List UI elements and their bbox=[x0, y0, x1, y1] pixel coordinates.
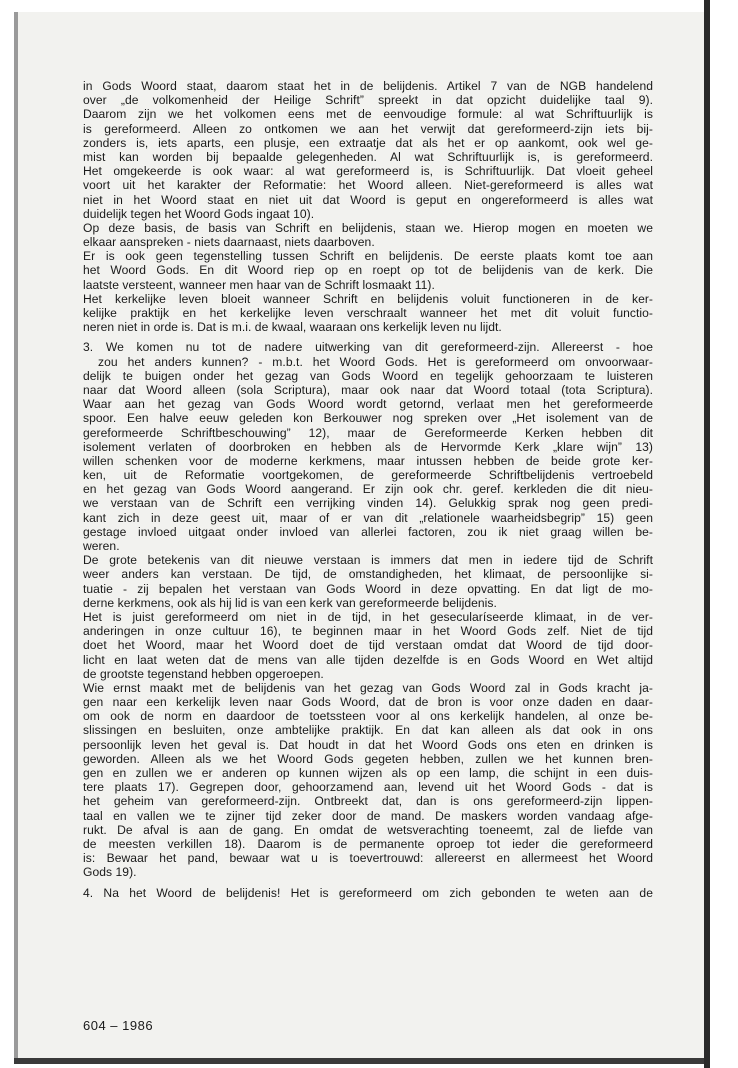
text-line: ken, uit de Reformatie voortgekomen, de gereformeerde Schriftbelijdenis vertroebeld bbox=[83, 468, 653, 483]
text-line: elkaar aanspreken - niets daarnaast, niets daarboven. bbox=[83, 235, 375, 250]
text-line: geworden. Alleen als we het Woord Gods gegeten hebben, zullen we het kunnen bren- bbox=[83, 751, 653, 766]
text-line: isolement verlaten of doorbroken en hebben als de Hervormde Kerk „klare wijn” 13) bbox=[83, 439, 653, 454]
text-line: voort uit het karakter der Reformatie: het Woord alleen. Niet-gereformeerd is alles wat bbox=[83, 178, 653, 193]
text-line: kant zich in deze geest uit, maar of er van dit „relationele waarheidsbegrip” 15) geen bbox=[83, 510, 653, 525]
text-line: duidelijk tegen het Woord Gods ingaat 10). bbox=[83, 206, 315, 221]
scan-margin bbox=[710, 0, 738, 1068]
text-line: om ook de norm en daardoor de toetssteen voor al ons kerkelijk handelen, al onze be- bbox=[83, 709, 653, 724]
text-line: Het kerkelijke leven bloeit wanneer Schrift en belijdenis voluit functioneren in de ker- bbox=[83, 291, 653, 306]
text-line: Wie ernst maakt met de belijdenis van het gezag van Gods Woord zal in Gods kracht ja- bbox=[83, 680, 653, 695]
text-line: in Gods Woord staat, daarom staat het in de belijdenis. Artikel 7 van de NGB handelend bbox=[83, 79, 653, 93]
text-line: het Woord Gods. En dit Woord riep op en roept op tot de belijdenis van de kerk. Die bbox=[83, 263, 653, 278]
text-line: tuatie - zij bepalen het verstaan van Gods Woord in deze opvatting. En dat ligt de mo- bbox=[83, 581, 653, 596]
text-line: spoor. Een halve eeuw geleden kon Berkouwer nog spreken over „Het isolement van de bbox=[83, 411, 653, 426]
text-line: gen en zullen we er anderen op kunnen wijzen als op een lamp, die schijnt in een duis- bbox=[83, 766, 653, 780]
text-line: weren. bbox=[83, 539, 120, 553]
text-line: De grote betekenis van dit nieuwe verstaan is immers dat men in iedere tijd de Schrift bbox=[83, 553, 653, 568]
text-line: Daarom zijn we het volkomen eens met de eenvoudige formule: al wat Schriftuurlijk is bbox=[83, 107, 653, 122]
text-line: Waar aan het gezag van Gods Woord wordt getornd, verlaat men het gereformeerde bbox=[83, 397, 653, 412]
text-line: gen naar een kerkelijk leven naar Gods Woord, dat de bron is voor onze daden en daar- bbox=[83, 695, 653, 710]
text-line: gestage invloed uitgaat onder invloed van allerlei factoren, zou ik niet graag willen be- bbox=[83, 524, 653, 539]
text-line: neren niet in orde is. Dat is m.i. de kwaal, waaraan ons kerkelijk leven nu lijdt. bbox=[83, 320, 502, 335]
text-line: zou het anders kunnen? - m.b.t. het Woord Gods. Het is gereformeerd om onvoorwaar- bbox=[98, 354, 653, 369]
text-line: mist kan worden bij bepaalde gelegenheden. Al wat Schriftuurlijk is, is gereformeerd. bbox=[83, 149, 653, 164]
text-line: rukt. De afval is aan de gang. En omdat de wetsverachting toeneemt, zal de liefde van bbox=[83, 822, 653, 837]
text-line: naar dat Woord alleen (sola Scriptura), maar ook naar dat Woord totaal (tota Scriptura). bbox=[83, 382, 653, 397]
section-3-heading-line: 3. We komen nu tot de nadere uitwerking van dit gereformeerd-zijn. Allereerst - hoe bbox=[83, 340, 653, 355]
text-line: anderingen in onze cultuur 16), te beginnen maar in het Woord Gods zelf. Niet de tijd bbox=[83, 624, 653, 639]
text-line: delijk te buigen onder het gezag van Gods Woord en tegelijk gehoorzaam te luisteren bbox=[83, 368, 653, 383]
text-line: Het is juist gereformeerd om niet in de tijd, in het gesecularíseerde klimaat, in de ver- bbox=[83, 609, 653, 624]
text-line: we verstaan van de Schrift een verrijking vinden 14). Gelukkig sprak nog geen predi- bbox=[83, 496, 653, 511]
text-line: is gereformeerd. Alleen zo ontkomen we aan het verwijt dat gereformeerd-zijn iets bij- bbox=[83, 121, 653, 136]
article-text bbox=[83, 79, 653, 900]
text-line: de grootste tegenstand hebben opgeroepen. bbox=[83, 666, 324, 681]
text-line: slissingen en besluiten, onze ambtelijke praktijk. En dat kan alleen als dat ook in ons bbox=[83, 723, 653, 738]
page-bottom-edge bbox=[14, 1058, 710, 1064]
text-line: Gods 19). bbox=[83, 865, 137, 880]
page-number: 604 – 1986 bbox=[83, 1018, 154, 1033]
text-line: derne kerkmens, ook als hij lid is van een kerk van gereformeerde belijdenis. bbox=[83, 595, 497, 610]
text-line: de meesten verkillen 18). Daarom is de permanente oproep tot ieder die gereformeerd bbox=[83, 836, 653, 851]
text-line: willen schenken voor de moderne kerkmens, maar intussen hebben de beide grote ker- bbox=[83, 453, 653, 468]
text-line: en het gezag van Gods Woord aangerand. Er zijn ook chr. geref. kerkleden die dit nieu- bbox=[83, 482, 653, 497]
text-line: kelijke praktijk en het kerkelijke leven verschraalt wanneer het met dit voluit functio- bbox=[83, 306, 653, 320]
text-line: tere plaats 17). Gegrepen door, gehoorzamend aan, levend uit het Woord Gods - dat is bbox=[83, 780, 653, 795]
text-line: niet in het Woord staat en niet uit dat Woord is geput en ongereformeerd is alles wat bbox=[83, 192, 653, 207]
text-line: licht en laat weten dat de mens van alle tijden dezelfde is en Gods Woord en Wet altijd bbox=[83, 652, 653, 667]
text-line: Het omgekeerde is ook waar: al wat gereformeerd is, is Schriftuurlijk. Dat vloeit geheel bbox=[83, 164, 653, 179]
text-line: over „de volkomenheid der Heilige Schrift” spreekt in dat opzicht duidelijke taal 9). bbox=[83, 93, 653, 108]
text-line: weer anders kan verstaan. De tijd, de omstandigheden, het klimaat, de persoonlijke si- bbox=[83, 567, 653, 582]
text-line: Er is ook geen tegenstelling tussen Schrift en belijdenis. De eerste plaats komt toe aan bbox=[83, 249, 653, 264]
text-line: Op deze basis, de basis van Schrift en belijdenis, staan we. Hierop mogen en moeten we bbox=[83, 220, 653, 235]
text-line: laatste versteent, wanneer men haar van de Schrift losmaakt 11). bbox=[83, 277, 435, 292]
text-line: persoonlijk leven het geval is. Dat houdt in dat het Woord Gods ons eten en drinken is bbox=[83, 737, 653, 752]
text-line: is: Bewaar het pand, bewaar wat u is toevertrouwd: allereerst en allermeest het Woord bbox=[83, 851, 653, 866]
text-line: gereformeerde Schriftbeschouwing” 12), maar de Gereformeerde Kerken hebben dit bbox=[83, 425, 653, 440]
text-line: doet het Woord, maar het Woord doet de tijd verstaan omdat dat Woord de tijd door- bbox=[83, 638, 653, 653]
text-line: taal en vallen we te zijner tijd zeker door de mand. De maskers worden vandaag afge- bbox=[83, 808, 653, 823]
text-line: zonders is, iets aparts, een plusje, een extraatje dat als het er op aankomt, ook wel ge- bbox=[83, 135, 653, 150]
page-left-edge bbox=[14, 12, 18, 1064]
text-line: het geheim van gereformeerd-zijn. Ontbreekt dat, dan is ons gereformeerd-zijn lippen- bbox=[83, 794, 653, 809]
section-4-heading-line: 4. Na het Woord de belijdenis! Het is gereformeerd om zich gebonden te weten aan de bbox=[83, 885, 653, 900]
